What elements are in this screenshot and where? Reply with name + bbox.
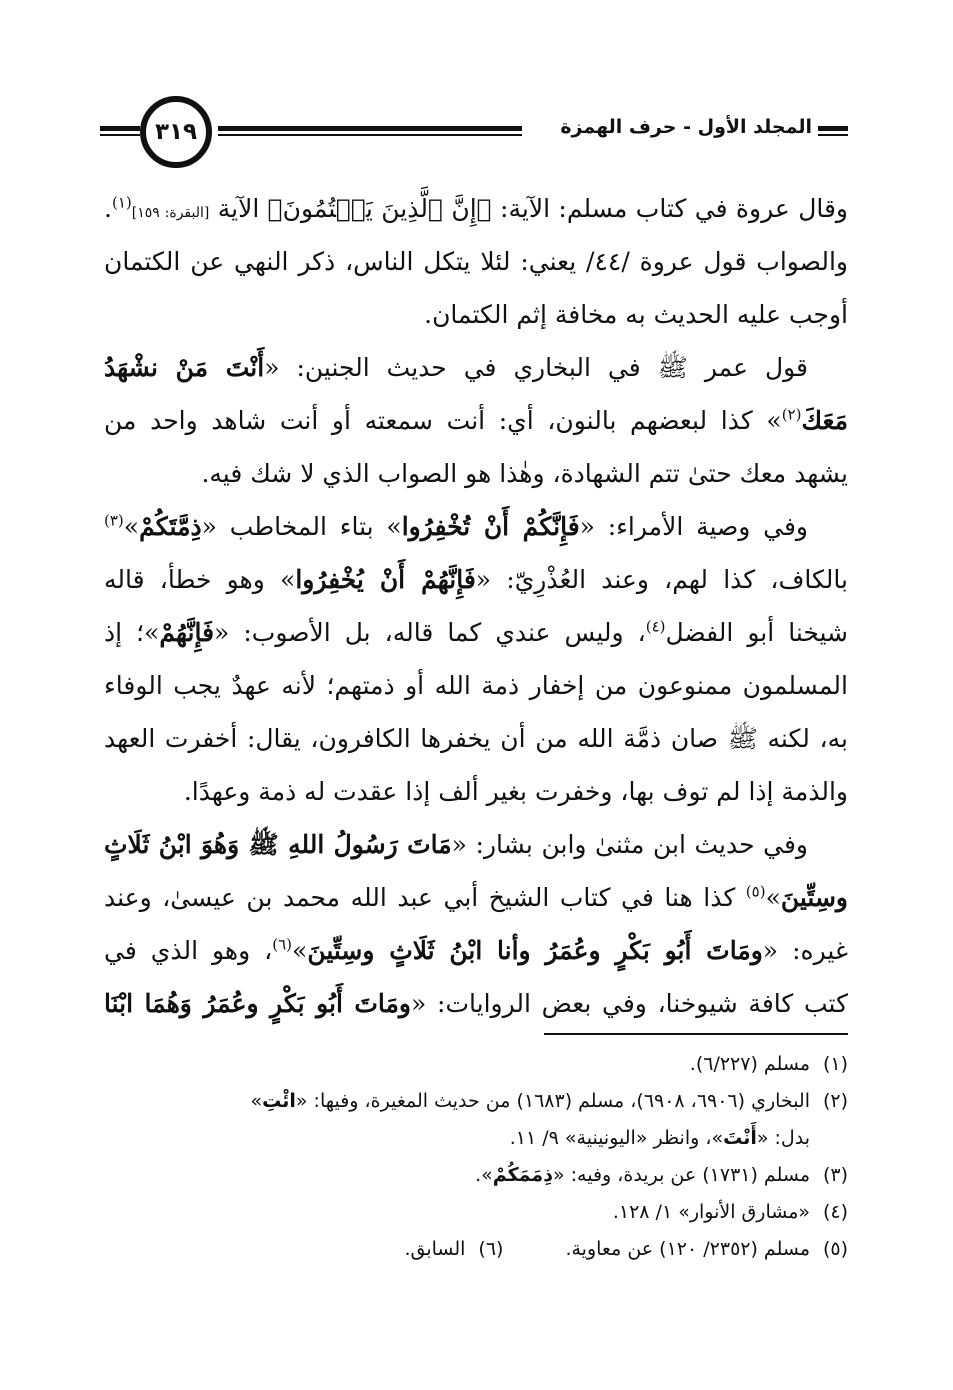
header-rule-middle-thin — [218, 134, 522, 136]
text-line: كتب كافة شيوخنا، وفي بعض الروايات: «ومَاتَ أَبُو بَكْرٍ وعُمَرُ وَهُمَا ابْنَا — [104, 989, 849, 1018]
header-rule-left-thin — [100, 134, 140, 136]
text-line: قول عمر ﷺ في البخاري في حديث الجنين: «أَنْتَ مَنْ نشْهَدُ — [104, 353, 808, 382]
body-text — [104, 182, 848, 1030]
text-line: بالكاف، كذا لهم، وعند العُذْرِيّ: «فَإِنَّهُمْ أَنْ يُخْفِرُوا» وهو خطأ، قاله — [104, 565, 848, 594]
header-rule-right — [818, 126, 848, 131]
footnote-item: (٤)«مشارق الأنوار» ١/ ١٢٨. — [612, 1201, 848, 1223]
footnote-separator — [544, 1033, 848, 1035]
header-rule-right-thin — [818, 134, 848, 136]
header-rule-middle — [218, 126, 522, 131]
text-line: يشهد معك حتىٰ تتم الشهادة، وهٰذا هو الصواب الذي لا شك فيه. — [201, 459, 848, 488]
text-line: والذمة إذا لم توف بها، وخفرت بغير ألف إذا عقدت له ذمة وعهدًا. — [183, 777, 848, 806]
running-head: المجلد الأول - حرف الهمزة — [560, 116, 812, 138]
text-line: به، لكنه ﷺ صان ذمَّة الله من أن يخفرها الكافرون، يقال: أخفرت العهد — [104, 724, 848, 753]
footnote-item-continuation: بدل: «أَنْتَ»، وانظر «اليونينية» ٩/ ١١. — [509, 1127, 810, 1149]
text-line: أوجب عليه الحديث به مخافة إثم الكتمان. — [424, 300, 848, 329]
footnote-item: (٢)البخاري (٦٩٠٦، ٦٩٠٨)، مسلم (١٦٨٣) من حديث المغيرة، وفيها: «ائْتِ» — [250, 1090, 848, 1112]
text-line: وسِتِّينَ»$^{(٥)}$ كذا هنا في كتاب الشيخ أبي عبد الله محمد بن عيسىٰ، وعند — [104, 882, 848, 912]
text-line: مَعَكَ$^{(٢)}$» كذا لبعضهم بالنون، أي: أنت سمعته أو أنت شاهد واحد من — [104, 405, 848, 435]
footnotes — [104, 1046, 848, 1268]
footnote-item: (٥)مسلم (٢٣٥٢/ ١٢٠) عن معاوية.(٦)السابق. — [404, 1238, 848, 1260]
page-number: ٣١٩ — [140, 96, 212, 168]
text-line: شيخنا أبو الفضل$^{(٤)}$، وليس عندي كما قاله، بل الأصوب: «فَإِنَّهُمْ»؛ إذ — [104, 617, 848, 647]
text-line: والصواب قول عروة /٤٤/ يعني: لئلا يتكل الناس، ذكر النهي عن الكتمان — [104, 247, 848, 276]
page-header — [100, 96, 848, 176]
text-line: غيره: «ومَاتَ أَبُو بَكْرٍ وعُمَرُ وأنا ابْنُ ثَلَاثٍ وسِتِّينَ»$^{(٦)}$، وهو الذي في — [104, 935, 849, 965]
footnote-item: (١)مسلم (٦/٢٢٧). — [689, 1053, 848, 1075]
text-line: وقال عروة في كتاب مسلم: الآية: ﴿إِنَّ ٱلَّذِينَ يَكۡتُمُونَ﴾ الآية [البقرة: ١٥٩]$^{(١)}$. — [104, 193, 848, 223]
text-line: وفي وصية الأمراء: «فَإِنَّكُمْ أَنْ تُخْفِرُوا» بتاء المخاطب «ذِمَّتَكُمْ»$^{(٣)}$ — [104, 511, 808, 541]
text-line: المسلمون ممنوعون من إخفار ذمة الله أو ذمتهم؛ لأنه عهدٌ يجب الوفاء — [104, 671, 848, 700]
text-line: وفي حديث ابن مثنىٰ وابن بشار: «مَاتَ رَسُولُ اللهِ ﷺ وَهُوَ ابْنُ ثَلَاثٍ — [104, 830, 808, 859]
header-rule-left — [100, 126, 140, 131]
footnote-item: (٣)مسلم (١٧٣١) عن بريدة، وفيه: «ذِمَمَكُمْ». — [475, 1164, 848, 1186]
